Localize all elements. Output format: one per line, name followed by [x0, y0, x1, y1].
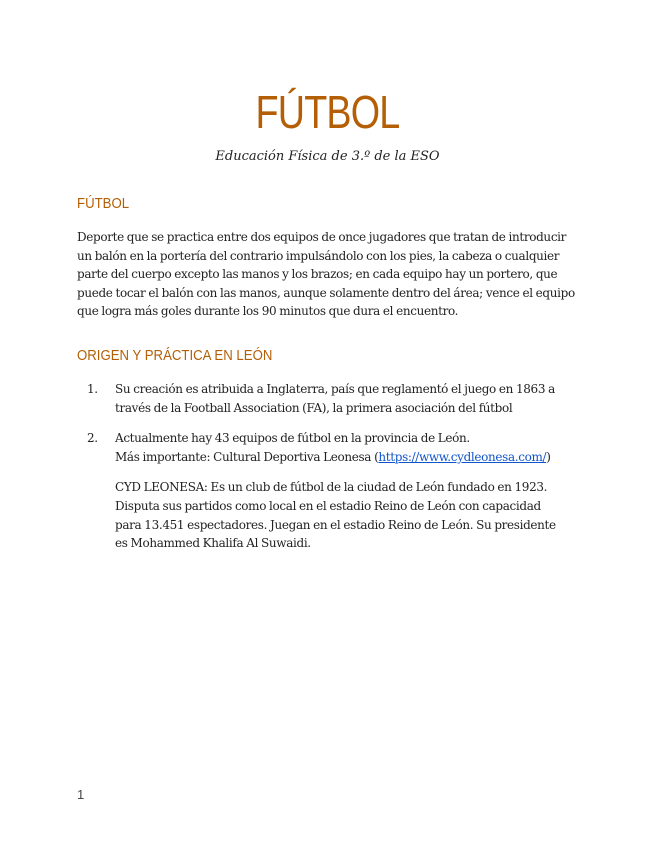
list-item-text-important — [115, 448, 577, 467]
important-suffix: ) — [546, 449, 551, 464]
origen-list — [77, 380, 577, 553]
club-description: CYD LEONESA: Es un club de fútbol de la ciudad de León fundado en 1923. Disputa sus partidos como local en el estadio Reino de León con capacidad para 13.451 espectadores. Juegan en el estadio Reino de León. Su presidente es Mohammed Khalifa Al Suwaidi. — [115, 480, 556, 551]
cydleonesa-link[interactable]: https://www.cydleonesa.com/ — [378, 449, 547, 464]
document-title: FÚTBOL — [255, 86, 400, 138]
list-item-number: 1. — [87, 382, 98, 396]
section-heading-origen: ORIGEN Y PRÁCTICA EN LEÓN — [77, 347, 273, 364]
list-item-text: Actualmente hay 43 equipos de fútbol en la provincia de León. — [115, 431, 470, 446]
section-paragraph-futbol: Deporte que se practica entre dos equipos de once jugadores que tratan de introducir un balón en la portería del contrario impulsándolo con los pies, la cabeza o cualquier parte del cuerpo excepto las manos y los brazos; en cada equipo hay un portero, que puede tocar el balón con las manos, aunque solamente dentro del área; vence el equipo que logra más goles durante los 90 minutos que dura el encuentro. — [77, 230, 575, 319]
list-item — [77, 429, 577, 553]
important-prefix: Más importante: Cultural Deportiva Leonesa ( — [115, 449, 379, 464]
document-subtitle: Educación Física de 3.º de la ESO — [215, 149, 440, 164]
page-number: 1 — [77, 787, 85, 802]
list-item-text: Su creación es atribuida a Inglaterra, país que reglamentó el juego en 1863 a través de la Football Association (FA), la primera asociación del fútbol — [115, 382, 555, 415]
list-item-number: 2. — [87, 431, 98, 446]
list-item — [77, 380, 577, 417]
section-heading-futbol: FÚTBOL — [77, 195, 130, 212]
